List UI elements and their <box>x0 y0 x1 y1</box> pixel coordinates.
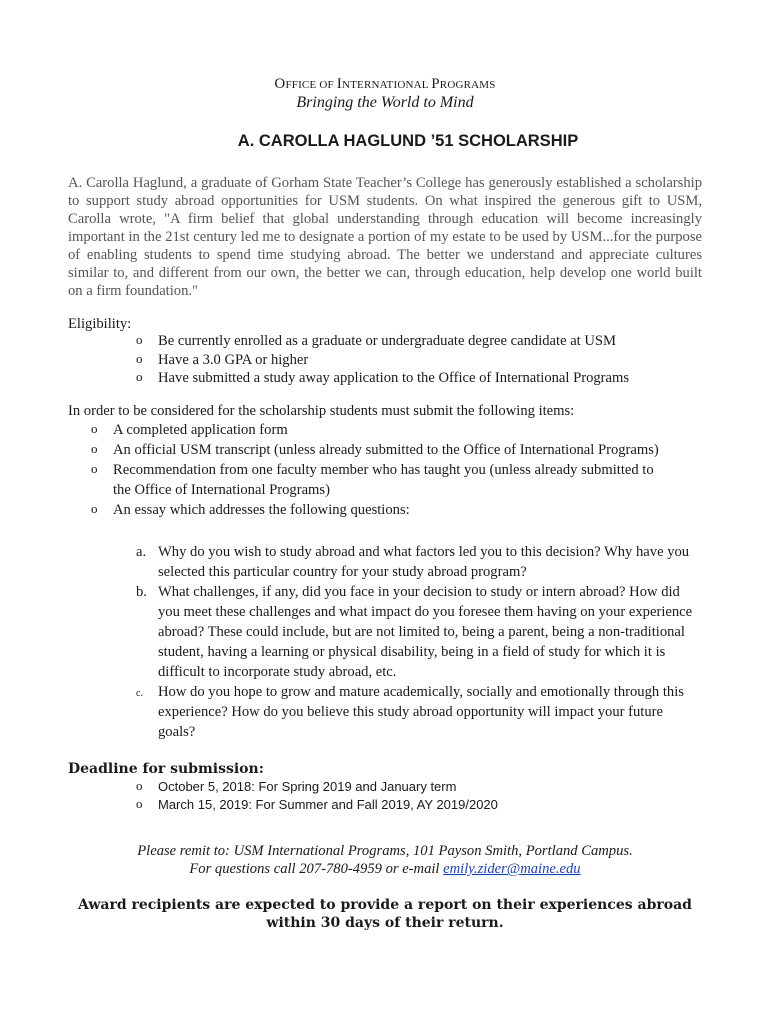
list-item <box>91 420 703 440</box>
essay-question <box>136 542 698 582</box>
essay-question-letter: a. <box>136 544 147 560</box>
deadline-item-text: October 5, 2018: For Spring 2019 and January term <box>158 779 457 794</box>
remit-contact-prefix: For questions call 207-780-4959 or e-mail <box>189 861 444 877</box>
office-heading-initial-i: I <box>336 76 342 92</box>
bullet-icon: o <box>91 461 98 476</box>
eligibility-list <box>136 332 718 388</box>
list-item <box>136 778 698 796</box>
remit-block <box>0 842 770 878</box>
requirement-item-text: An official USM transcript (unless already submitted to the Office of International Programs) <box>113 442 659 458</box>
office-heading-part-3: ROGRAMS <box>439 79 496 91</box>
email-link[interactable]: emily.zider@maine.edu <box>443 861 581 877</box>
remit-address: Please remit to: USM International Programs, 101 Payson Smith, Portland Campus. <box>137 843 633 859</box>
eligibility-item-text: Be currently enrolled as a graduate or undergraduate degree candidate at USM <box>158 333 617 349</box>
list-item <box>136 796 698 814</box>
list-item <box>91 440 673 460</box>
eligibility-item-text: Have a 3.0 GPA or higher <box>158 351 309 368</box>
bullet-icon: o <box>91 441 98 456</box>
bullet-icon: o <box>136 778 143 793</box>
intro-paragraph: A. Carolla Haglund, a graduate of Gorham State Teacher’s College has generously established a scholarship to support study abroad opportunities for USM students. On what inspired the generous gift to USM, Carolla wrote, "A firm belief that global understanding through education will become increasingly important in the 21st century led me to designate a portion of my estate to be used by USM...for the purpose of enabling students to spend time studying abroad. The better we understand and appreciate cultures similar to, and different from our own, the better we can, through education, help develop one world built on a firm foundation." <box>68 175 702 299</box>
essay-question <box>136 682 698 742</box>
bullet-icon: o <box>136 369 143 384</box>
eligibility-label: Eligibility: <box>68 316 132 332</box>
essay-question-text: What challenges, if any, did you face in your decision to study or intern abroad? How did you meet these challenges and what impact do you foresee them having on your experience abroad? These could include, but are not limited to, being a parent, being a non-traditional student, having a learning or physical disability, being in a field of study for which it is difficult to incorporate study abroad, etc. <box>158 584 693 680</box>
requirement-item-text: Recommendation from one faculty member who has taught you (unless already submitted to the Office of International Programs) <box>113 462 654 498</box>
list-item <box>91 460 658 500</box>
office-heading-initial-p: P <box>431 76 440 92</box>
essay-question-text: Why do you wish to study abroad and what factors led you to this decision? Why have you selected this particular country for your study abroad program? <box>158 544 690 580</box>
deadline-item-text: March 15, 2019: For Summer and Fall 2019, AY 2019/2020 <box>158 797 498 812</box>
award-notice: Award recipients are expected to provide a report on their experiences abroad within 30 days of their return. <box>78 897 692 931</box>
list-item <box>136 350 718 370</box>
bullet-icon: o <box>136 796 143 811</box>
office-heading <box>0 76 770 93</box>
essay-question-text: How do you hope to grow and mature academically, socially and emotionally through this experience? How do you believe this study abroad opportunity will impact your future goals? <box>158 684 684 740</box>
page-title: A. CAROLLA HAGLUND ’51 SCHOLARSHIP <box>237 132 579 150</box>
tagline: Bringing the World to Mind <box>296 94 474 111</box>
deadline-list <box>136 778 698 814</box>
bullet-icon: o <box>136 350 143 366</box>
eligibility-item-text: Have submitted a study away application to the Office of International Programs <box>158 370 630 386</box>
office-heading-initial-o: O <box>274 76 286 92</box>
deadline-label: Deadline for submission: <box>68 761 264 777</box>
essay-question-letter: c. <box>136 688 143 699</box>
list-item <box>91 500 703 520</box>
bullet-icon: o <box>91 421 98 436</box>
essay-questions-list <box>136 542 698 742</box>
requirement-item-text: A completed application form <box>113 422 288 438</box>
requirement-item-text: An essay which addresses the following questions: <box>113 502 410 518</box>
office-heading-part-1: FFICE OF <box>285 79 337 91</box>
office-heading-part-2: NTERNATIONAL <box>341 79 432 91</box>
essay-question <box>136 582 693 682</box>
list-item <box>136 369 718 388</box>
remit-contact <box>0 860 770 878</box>
bullet-icon: o <box>91 501 98 516</box>
bullet-icon: o <box>136 332 143 347</box>
requirements-label: In order to be considered for the scholarship students must submit the following items: <box>68 403 575 419</box>
list-item <box>136 332 718 351</box>
requirements-list <box>91 420 703 520</box>
essay-question-letter: b. <box>136 584 147 600</box>
